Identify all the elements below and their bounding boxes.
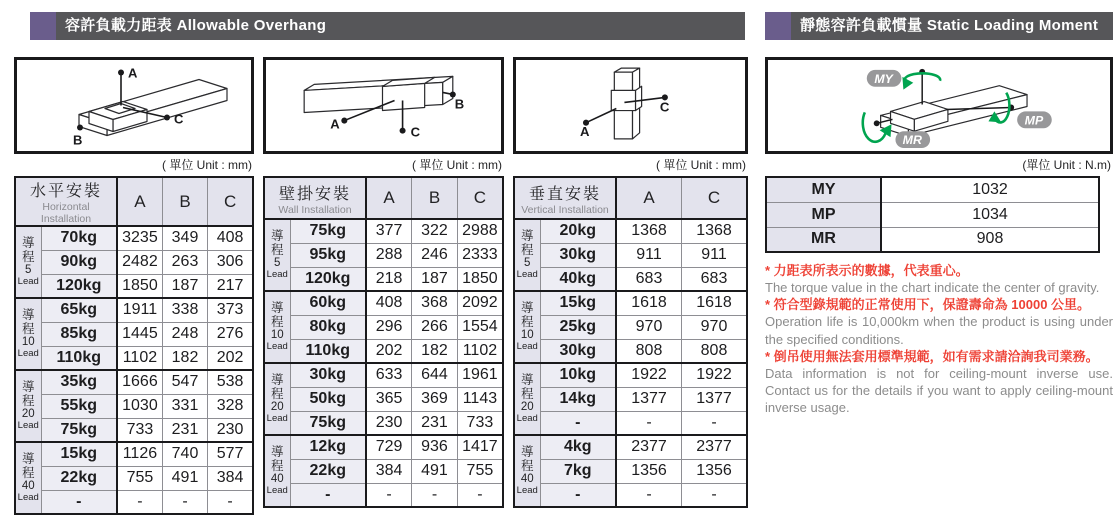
note-zh: * 力距表所表示的數據，代表重心。: [765, 263, 969, 278]
value-cell: 911: [616, 243, 682, 267]
value-cell: -: [616, 411, 682, 435]
value-cell: 733: [117, 418, 162, 442]
value-cell: 246: [412, 243, 458, 267]
value-cell: -: [208, 490, 253, 514]
value-cell: 1554: [457, 315, 503, 339]
value-cell: 218: [366, 267, 412, 291]
value-cell: 377: [366, 219, 412, 243]
my-badge-label: MY: [874, 71, 893, 86]
value-cell: 733: [457, 411, 503, 435]
value-cell: -: [682, 411, 748, 435]
table-row: [514, 411, 747, 435]
column-header-c: C: [457, 177, 503, 219]
value-cell: 266: [412, 315, 458, 339]
table-row: [264, 363, 503, 387]
unit-label-mm: ( 單位 Unit : mm): [162, 158, 252, 172]
value-cell: 755: [117, 466, 162, 490]
table-row: [264, 411, 503, 435]
column-header-a: A: [117, 177, 162, 226]
load-cell: 14kg: [540, 387, 616, 411]
value-cell: 1102: [117, 346, 162, 370]
section-title-static-loading-moment: 靜態容許負載慣量 Static Loading Moment: [800, 17, 1099, 34]
load-cell: 15kg: [540, 291, 616, 315]
lead-group-header: 導 程 20 Lead: [514, 363, 540, 435]
table-row: [264, 459, 503, 483]
value-cell: 1377: [682, 387, 748, 411]
value-cell: 1143: [457, 387, 503, 411]
load-cell: 85kg: [41, 322, 117, 346]
value-cell: 1922: [616, 363, 682, 387]
load-cell: 15kg: [41, 442, 117, 466]
note-zh: * 倒吊使用無法套用標準規範，如有需求請洽詢我司業務。: [765, 348, 1099, 364]
load-cell: 75kg: [41, 418, 117, 442]
table-row: [264, 483, 503, 507]
lead-group-header: 導 程 10 Lead: [15, 298, 41, 370]
load-cell: 70kg: [41, 226, 117, 250]
wall-installation-diagram-box: [263, 57, 504, 154]
value-cell: 202: [366, 339, 412, 363]
value-cell: 1850: [117, 274, 162, 298]
load-cell: 7kg: [540, 459, 616, 483]
value-cell: 288: [366, 243, 412, 267]
value-cell: -: [457, 483, 503, 507]
note-gravity: [765, 262, 1113, 296]
value-cell: -: [366, 483, 412, 507]
value-cell: 384: [366, 459, 412, 483]
value-cell: 296: [366, 315, 412, 339]
table-row: [514, 243, 747, 267]
table-row: [514, 435, 747, 459]
load-cell: 75kg: [290, 411, 366, 435]
value-cell: 276: [208, 322, 253, 346]
point-b-label: B: [454, 96, 465, 112]
value-cell: 1356: [616, 459, 682, 483]
value-cell: 1368: [616, 219, 682, 243]
lead-group-header: 導 程 40 Lead: [15, 442, 41, 514]
static-loading-moment-section-bar: [765, 12, 1113, 40]
value-cell: 633: [366, 363, 412, 387]
value-cell: 755: [457, 459, 503, 483]
value-cell: 1356: [682, 459, 748, 483]
table-row: [15, 442, 253, 466]
load-cell: 30kg: [290, 363, 366, 387]
value-cell: 1618: [616, 291, 682, 315]
table-row: [264, 291, 503, 315]
value-cell: 683: [682, 267, 748, 291]
lead-group-header: 導 程 40 Lead: [514, 435, 540, 507]
table-title-cell: [264, 177, 366, 219]
point-c-label: C: [659, 99, 670, 115]
load-cell: 20kg: [540, 219, 616, 243]
load-cell: 80kg: [290, 315, 366, 339]
lead-group-header: 導 程 10 Lead: [514, 291, 540, 363]
value-cell: -: [162, 490, 207, 514]
value-cell: 1126: [117, 442, 162, 466]
table-row: [264, 219, 503, 243]
value-cell: 2988: [457, 219, 503, 243]
table-row: [264, 315, 503, 339]
value-cell: 369: [412, 387, 458, 411]
notes-block: [765, 262, 1113, 416]
vertical-installation-column: [513, 57, 748, 508]
value-cell: 349: [162, 226, 207, 250]
value-cell: 538: [208, 370, 253, 394]
moment-mp-label: MP: [766, 202, 881, 227]
value-cell: 1666: [117, 370, 162, 394]
value-cell: 306: [208, 250, 253, 274]
table-row: [514, 339, 747, 363]
point-a-label: A: [128, 65, 138, 81]
value-cell: 408: [208, 226, 253, 250]
note-operation-life: [765, 296, 1113, 347]
value-cell: -: [616, 483, 682, 507]
point-c-label: C: [174, 111, 184, 127]
value-cell: 263: [162, 250, 207, 274]
value-cell: 248: [162, 322, 207, 346]
wall-rail-diagram: [266, 60, 501, 151]
point-a-label: A: [330, 116, 340, 132]
value-cell: 936: [412, 435, 458, 459]
table-title-en: Wall Installation: [278, 203, 352, 216]
value-cell: 1911: [117, 298, 162, 322]
load-cell: 90kg: [41, 250, 117, 274]
load-cell: 25kg: [540, 315, 616, 339]
value-cell: 808: [616, 339, 682, 363]
section-title-allowable-overhang: 容許負載力距表 Allowable Overhang: [65, 17, 327, 34]
value-cell: 1445: [117, 322, 162, 346]
moment-diagram-box: [765, 57, 1113, 154]
value-cell: 1961: [457, 363, 503, 387]
value-cell: 217: [208, 274, 253, 298]
load-cell: 12kg: [290, 435, 366, 459]
value-cell: 547: [162, 370, 207, 394]
table-row: [514, 483, 747, 507]
unit-label-mm: ( 單位 Unit : mm): [656, 158, 746, 172]
load-cell: 60kg: [290, 291, 366, 315]
value-cell: 808: [682, 339, 748, 363]
note-ceiling-mount: [765, 348, 1113, 417]
table-row: [514, 387, 747, 411]
table-title-cell: [15, 177, 117, 226]
value-cell: 1102: [457, 339, 503, 363]
column-header-a: A: [616, 177, 682, 219]
load-cell: 55kg: [41, 394, 117, 418]
allowable-overhang-section-bar: [30, 12, 745, 40]
table-row: [264, 387, 503, 411]
load-cell: 110kg: [41, 346, 117, 370]
value-cell: 1922: [682, 363, 748, 387]
load-cell: -: [540, 483, 616, 507]
horizontal-installation-table: [14, 176, 254, 515]
table-row: [514, 315, 747, 339]
purple-accent-block: [30, 12, 56, 40]
load-cell: 40kg: [540, 267, 616, 291]
purple-accent-block: [765, 12, 791, 40]
value-cell: 2377: [616, 435, 682, 459]
column-header-b: B: [162, 177, 207, 226]
value-cell: 202: [208, 346, 253, 370]
value-cell: 1377: [616, 387, 682, 411]
value-cell: 491: [412, 459, 458, 483]
value-cell: 230: [208, 418, 253, 442]
value-cell: 365: [366, 387, 412, 411]
value-cell: 2092: [457, 291, 503, 315]
column-header-b: B: [412, 177, 458, 219]
table-row: [15, 466, 253, 490]
value-cell: 230: [366, 411, 412, 435]
value-cell: 373: [208, 298, 253, 322]
lead-group-header: 導 程 5 Lead: [264, 219, 290, 291]
table-row: [15, 298, 253, 322]
horizontal-installation-diagram-box: [14, 57, 254, 154]
horizontal-installation-column: [14, 57, 254, 515]
table-title-zh: 水平安裝: [30, 183, 103, 200]
value-cell: 970: [682, 315, 748, 339]
load-cell: 10kg: [540, 363, 616, 387]
table-row: [264, 243, 503, 267]
table-row: [15, 346, 253, 370]
load-cell: 22kg: [41, 466, 117, 490]
load-cell: 50kg: [290, 387, 366, 411]
value-cell: 911: [682, 243, 748, 267]
value-cell: 231: [162, 418, 207, 442]
value-cell: 644: [412, 363, 458, 387]
lead-group-header: 導 程 20 Lead: [15, 370, 41, 442]
table-row: [264, 339, 503, 363]
column-header-c: C: [208, 177, 253, 226]
load-cell: 110kg: [290, 339, 366, 363]
value-cell: 328: [208, 394, 253, 418]
value-cell: 729: [366, 435, 412, 459]
value-cell: 2333: [457, 243, 503, 267]
vertical-installation-diagram-box: [513, 57, 748, 154]
wall-installation-table: [263, 176, 504, 508]
value-cell: 408: [366, 291, 412, 315]
value-cell: 182: [162, 346, 207, 370]
value-cell: -: [682, 483, 748, 507]
value-cell: -: [117, 490, 162, 514]
table-row: [264, 435, 503, 459]
load-cell: -: [41, 490, 117, 514]
column-header-a: A: [366, 177, 412, 219]
table-title-en: Horizontal Installation: [40, 201, 92, 225]
table-row: [15, 394, 253, 418]
lead-group-header: 導 程 20 Lead: [264, 363, 290, 435]
value-cell: 322: [412, 219, 458, 243]
load-cell: 35kg: [41, 370, 117, 394]
point-c-label: C: [410, 124, 421, 140]
wall-installation-column: [263, 57, 504, 508]
table-row: [514, 291, 747, 315]
mr-badge-label: MR: [902, 133, 922, 148]
value-cell: 368: [412, 291, 458, 315]
table-row: [15, 490, 253, 514]
table-row: [514, 267, 747, 291]
value-cell: 331: [162, 394, 207, 418]
load-cell: 95kg: [290, 243, 366, 267]
static-loading-moment-column: [765, 57, 1113, 416]
table-title-cell: [514, 177, 616, 219]
value-cell: 231: [412, 411, 458, 435]
table-row: [766, 202, 1099, 227]
table-row: [15, 274, 253, 298]
value-cell: 577: [208, 442, 253, 466]
value-cell: 384: [208, 466, 253, 490]
static-loading-moment-table: [765, 176, 1100, 253]
value-cell: 970: [616, 315, 682, 339]
table-title-zh: 垂直安裝: [528, 185, 601, 203]
load-cell: 120kg: [290, 267, 366, 291]
load-cell: -: [540, 411, 616, 435]
point-a-label: A: [579, 123, 590, 139]
value-cell: 182: [412, 339, 458, 363]
value-cell: 2482: [117, 250, 162, 274]
horizontal-rail-diagram: [17, 60, 251, 151]
lead-group-header: 導 程 10 Lead: [264, 291, 290, 363]
table-row: [514, 363, 747, 387]
value-cell: 1368: [682, 219, 748, 243]
value-cell: 740: [162, 442, 207, 466]
value-cell: 187: [162, 274, 207, 298]
value-cell: 1850: [457, 267, 503, 291]
table-title-zh: 壁掛安裝: [278, 185, 351, 203]
note-en: Data information is not for ceiling-mount inverse use. Contact us for the details if you want to apply ceiling-mount inverse usage.: [765, 365, 1113, 416]
unit-label-nm: (單位 Unit : N.m): [1022, 158, 1111, 172]
moment-mp-value: 1034: [881, 202, 1099, 227]
table-row: [15, 418, 253, 442]
table-row: [514, 219, 747, 243]
moment-my-label: MY: [766, 177, 881, 202]
value-cell: 1030: [117, 394, 162, 418]
value-cell: -: [412, 483, 458, 507]
lead-group-header: 導 程 5 Lead: [514, 219, 540, 291]
value-cell: 1618: [682, 291, 748, 315]
point-b-label: B: [73, 132, 83, 148]
load-cell: -: [290, 483, 366, 507]
load-cell: 120kg: [41, 274, 117, 298]
vertical-installation-table: [513, 176, 748, 508]
table-row: [264, 267, 503, 291]
moment-mr-value: 908: [881, 227, 1099, 252]
moment-mr-label: MR: [766, 227, 881, 252]
vertical-rail-diagram: [516, 60, 745, 151]
table-row: [15, 250, 253, 274]
column-header-c: C: [682, 177, 748, 219]
table-title-en: Vertical Installation: [521, 203, 609, 216]
load-cell: 30kg: [540, 339, 616, 363]
table-row: [766, 177, 1099, 202]
table-row: [15, 322, 253, 346]
lead-group-header: 導 程 40 Lead: [264, 435, 290, 507]
note-en: Operation life is 10,000km when the product is using under the specified conditions.: [765, 314, 1113, 347]
table-row: [766, 227, 1099, 252]
table-row: [514, 459, 747, 483]
load-cell: 22kg: [290, 459, 366, 483]
value-cell: 2377: [682, 435, 748, 459]
table-row: [15, 370, 253, 394]
value-cell: 1417: [457, 435, 503, 459]
load-cell: 65kg: [41, 298, 117, 322]
value-cell: 491: [162, 466, 207, 490]
value-cell: 3235: [117, 226, 162, 250]
lead-group-header: 導 程 5 Lead: [15, 226, 41, 298]
note-zh: * 符合型錄規範的正常使用下，保證壽命為 10000 公里。: [765, 297, 1091, 313]
load-cell: 4kg: [540, 435, 616, 459]
value-cell: 683: [616, 267, 682, 291]
moment-my-value: 1032: [881, 177, 1099, 202]
unit-label-mm: ( 單位 Unit : mm): [412, 158, 502, 172]
value-cell: 338: [162, 298, 207, 322]
load-cell: 75kg: [290, 219, 366, 243]
mp-badge-label: MP: [1024, 113, 1044, 128]
table-row: [15, 226, 253, 250]
value-cell: 187: [412, 267, 458, 291]
note-en: The torque value in the chart indicate the center of gravity.: [765, 280, 1100, 296]
moment-rail-diagram: [768, 60, 1110, 151]
load-cell: 30kg: [540, 243, 616, 267]
